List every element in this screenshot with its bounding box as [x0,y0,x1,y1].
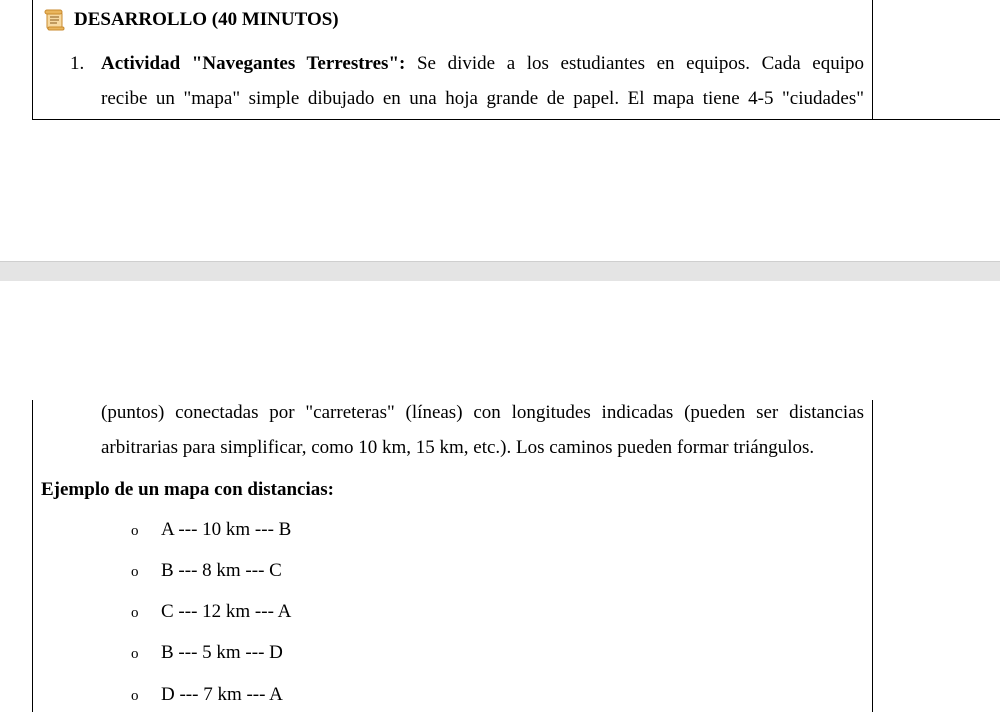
bullet-icon: o [131,688,139,704]
bullet-icon: o [131,605,139,621]
list-number: 1. [70,53,85,74]
table-column-divider [872,0,873,120]
section-title: DESARROLLO (40 MINUTOS) [74,9,339,30]
page-separator [0,261,1000,282]
document-page-bottom [0,281,1000,712]
bullet-icon: o [131,646,139,662]
activity-line-3: (puntos) conectadas por "carreteras" (líneas) con longitudes indicadas (pueden ser distancias [101,402,864,423]
example-heading: Ejemplo de un mapa con distancias: [41,479,334,500]
table-column-divider [872,400,873,712]
bullet-icon: o [131,523,139,539]
list-item: C --- 12 km --- A [161,601,292,622]
scroll-icon [44,9,66,31]
activity-line-4: arbitrarias para simplificar, como 10 km, 15 km, etc.). Los caminos pueden formar triángulos. [101,437,815,458]
list-item: D --- 7 km --- A [161,684,283,705]
table-left-border [32,400,33,712]
table-left-border [32,0,33,120]
activity-line-2: recibe un "mapa" simple dibujado en una hoja grande de papel. El mapa tiene 4-5 "ciudades" [101,88,864,109]
bullet-icon: o [131,564,139,580]
activity-line-1 [101,53,864,75]
table-bottom-border [32,119,1000,120]
list-item: B --- 8 km --- C [161,560,282,581]
document-page-top [0,0,1000,262]
activity-line-1-text: Se divide a los estudiantes en equipos. Cada equipo [416,53,865,74]
list-item: B --- 5 km --- D [161,642,283,663]
activity-title: Actividad "Navegantes Terrestres": [101,53,406,74]
list-item: A --- 10 km --- B [161,519,292,540]
